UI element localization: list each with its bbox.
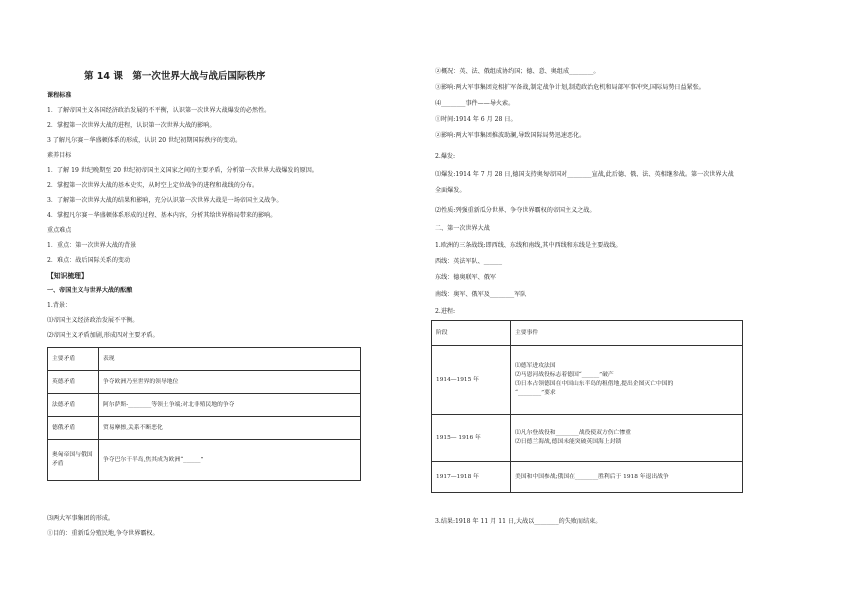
section-heading: 课程标准: [47, 92, 72, 99]
table-header-cell: 主要事件: [511, 321, 743, 346]
text-line: 2.进程:: [435, 308, 456, 315]
table-cell: 1914—1915 年: [432, 346, 511, 415]
text-line: ⑷________事件——导火索。: [435, 100, 515, 107]
text-line: ①时间:1914 年 6 月 28 日。: [435, 116, 517, 123]
text-line: 1.背景：: [47, 302, 72, 309]
text-line: 1.欧洲的三条战线:即西线、东线和南线,其中西线和东线是主要战线。: [435, 242, 622, 249]
contradictions-table: [47, 347, 361, 481]
text-line: 4．掌握凡尔赛－华盛顿体系形成的过程、基本内容，分析其给世界格局带来的影响。: [47, 212, 277, 219]
table-cell: 1915— 1916 年: [432, 415, 511, 462]
table-cell: 英德矛盾: [48, 371, 99, 394]
table-row: [432, 346, 743, 415]
section-heading: 二、第一次世界大战: [435, 225, 490, 232]
text-line: 2．难点：战后国际关系的变动: [47, 257, 131, 264]
table-row: [48, 394, 361, 417]
table-header-row: [432, 321, 743, 346]
text-line: ⑶两大军事集团的形成。: [47, 515, 115, 522]
event-line: ⑵马恩河战役标志着德国“______”破产: [515, 372, 614, 378]
table-cell: [511, 415, 743, 462]
text-line: 全面爆发。: [435, 187, 466, 194]
text-line: 2.爆发:: [435, 153, 456, 160]
table-cell: [511, 462, 743, 493]
text-line: ③影响:两大军事集团竞相扩军备战,制定战争计划,制造政治危机和局部军事冲突,国际局势日益紧张。: [435, 84, 705, 91]
text-line: ⑴爆发:1914 年 7 月 28 日,德国支持奥匈帝国对________宣战,此后德、俄、法、英相继参战。第一次世界大战: [435, 171, 734, 178]
text-line: 3.结果:1918 年 11 月 11 日,大战以________的失败而结束。: [435, 518, 602, 525]
event-line: “________”要求: [515, 390, 556, 396]
table-header-cell: 表现: [99, 348, 361, 371]
table-header-row: [48, 348, 361, 371]
text-line: 南线：奥军、俄军及________军队: [435, 291, 527, 298]
event-line: 美国和中国参战;俄国在________胜利后于 1918 年退出战争: [515, 473, 669, 480]
text-line: 东线：德奥联军、俄军: [435, 274, 496, 281]
section-heading: 一、帝国主义与世界大战的酝酿: [47, 287, 133, 294]
text-line: ②概况：英、法、俄组成协约国；德、意、奥组成________。: [435, 68, 600, 75]
text-line: 2．掌握第一次世界大战的进程，认识第一次世界大战的影响。: [47, 122, 216, 129]
table-cell: 德俄矛盾: [48, 417, 99, 440]
text-line: 2．掌握第一次世界大战的基本史实，从时空上定位战争的进程和战线的分布。: [47, 182, 259, 189]
event-line: ⑴德军进攻法国: [515, 363, 556, 369]
text-line: 1．了解帝国主义各国经济政治发展的不平衡，认识第一次世界大战爆发的必然性。: [47, 107, 271, 114]
text-line: 3 了解凡尔赛－华盛顿体系的形成，认识 20 世纪初期国际秩序的变动。: [47, 137, 242, 144]
table-cell: 争夺欧洲乃至世界的领导地位: [99, 371, 361, 394]
table-row: [48, 371, 361, 394]
text-line: 1．重点：第一次世界大战的背景: [47, 242, 137, 249]
text-line: ①目的：重新瓜分殖民地,争夺世界霸权。: [47, 530, 159, 537]
text-line: 3．了解第一次世界大战的结果和影响，充分认识第一次世界大战是一场帝国主义战争。: [47, 197, 283, 204]
event-line: ⑴凡尔登战役和________战役使双方伤亡惨重: [515, 430, 631, 436]
section-heading: 【知识梳理】: [47, 272, 88, 280]
table-cell: 奥匈帝国与俄国矛盾: [48, 440, 99, 481]
table-row: [48, 417, 361, 440]
table-cell: [511, 346, 743, 415]
text-line: ②影响:两大军事集团推波助澜,导致国际局势迅速恶化。: [435, 132, 586, 139]
text-line: ⑴帝国主义经济政治发展不平衡。: [47, 317, 139, 324]
page-title: 第 14 课 第一次世界大战与战后国际秩序: [84, 71, 266, 82]
table-cell: 1917—1918 年: [432, 462, 511, 493]
table-row: [432, 415, 743, 462]
text-line: ⑵性质:列强重新瓜分世界、争夺世界霸权的帝国主义之战。: [435, 207, 596, 214]
table-cell: 阿尔萨斯-________等领土争端;对北非殖民地的争夺: [99, 394, 361, 417]
text-line: 1．了解 19 世纪晚期至 20 世纪初帝国主义国家之间的主要矛盾，分析第一次世界大战爆发的原因。: [47, 167, 318, 174]
text-line: 西线：英法军队、______: [435, 258, 503, 265]
text-line: ⑵帝国主义矛盾加剧,形成四对主要矛盾。: [47, 332, 159, 339]
table-header-cell: 阶段: [432, 321, 511, 346]
table-row: [432, 462, 743, 493]
section-heading: 重点难点: [47, 227, 72, 234]
section-heading: 素养目标: [47, 152, 72, 159]
table-row: [48, 440, 361, 481]
table-cell: 争夺巴尔干半岛,焦其成为欧洲“______”: [99, 440, 361, 481]
table-cell: 贸易摩擦,关系不断恶化: [99, 417, 361, 440]
table-cell: 法德矛盾: [48, 394, 99, 417]
event-line: ⑵日德兰海战,德国未能突破英国海上封锁: [515, 439, 622, 445]
war-process-table: [431, 320, 743, 493]
event-line: ⑶日本占领德国在中国山东半岛的租借地,提出企图灭亡中国的: [515, 381, 674, 387]
table-header-cell: 主要矛盾: [48, 348, 99, 371]
